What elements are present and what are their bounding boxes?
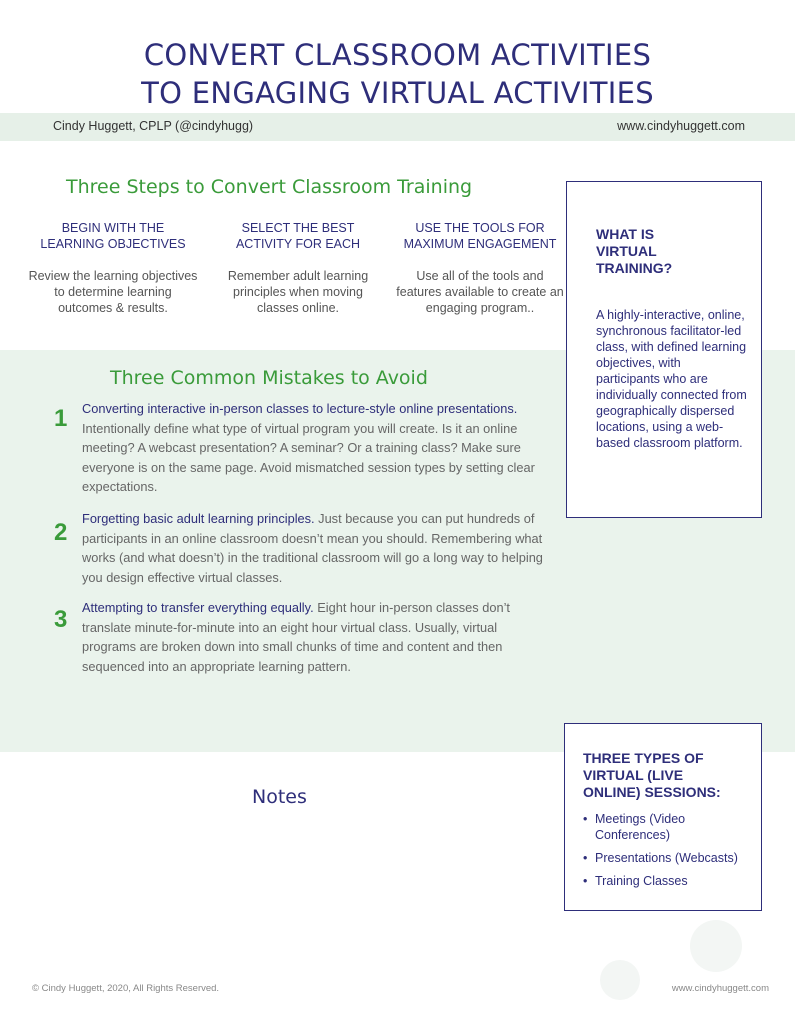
page-title-line: CONVERT CLASSROOM ACTIVITIES [143,38,652,72]
session-types-heading-line: VIRTUAL (LIVE [583,767,684,783]
step-1 [27,220,199,316]
decorative-dot [600,960,640,1000]
mistake-item-3 [82,598,552,676]
step-2 [212,220,384,316]
session-types-heading-line: ONLINE) SESSIONS: [583,784,721,800]
mistake-body: Just because you can put hundreds of participants in an online classroom doesn’t mean you should. Remembering what works (and what doesn’t) in the traditional classroom will go a long way to helping you design effective virtual classes. [82,511,543,585]
step-heading [27,220,199,252]
mistake-number: 2 [54,519,68,546]
step-heading-line: ACTIVITY FOR EACH [235,237,361,251]
list-item: • Presentations (Webcasts) [583,850,751,866]
footer-copyright: © Cindy Huggett, 2020, All Rights Reserved. [32,983,220,994]
virtual-training-heading-line: WHAT IS [596,226,655,242]
mistake-number: 1 [54,405,68,432]
session-types-box [564,723,762,911]
author-name: Cindy Huggett, CPLP (@cindyhugg) [53,119,254,133]
decorative-dot [690,920,742,972]
step-heading-line: BEGIN WITH THE [61,221,165,235]
step-body: Use all of the tools and features available to create an engaging program.. [396,269,564,315]
list-item: • Training Classes [583,873,751,889]
mistake-number: 3 [54,606,68,633]
page-title-line: TO ENGAGING VIRTUAL ACTIVITIES [141,76,654,110]
virtual-training-heading-line: TRAINING? [596,260,673,276]
mistake-body: Eight hour in-person classes don’t translate minute-for-minute into an eight hour virtual class. Usually, virtual programs are broken down into small chunks of time and content and then sequenced into an appropriate learning pattern. [82,600,510,674]
page-title [0,36,795,112]
mistakes-heading: Three Common Mistakes to Avoid [110,367,428,389]
mistake-lead: Attempting to transfer everything equally. [82,600,314,615]
mistake-item-2 [82,509,552,587]
step-heading-line: SELECT THE BEST [241,221,355,235]
step-heading [212,220,384,252]
step-body: Review the learning objectives to determine learning outcomes & results. [28,269,198,315]
website-link[interactable]: www.cindyhuggett.com [617,119,745,133]
mistake-body: Intentionally define what type of virtual program you will create. Is it an online meeting? A webcast presentation? A seminar? Or a training class? Make sure everyone is on the same page. Avoid mismatched session types by setting clear expectations. [82,420,535,494]
virtual-training-definition: A highly-interactive, online, synchronous facilitator-led class, with defined learning objectives, with participants who are individually connected from geographically dispersed locations, using a web-based classroom platform. [596,308,747,450]
step-heading [394,220,566,252]
virtual-training-heading-line: VIRTUAL [596,243,657,259]
byline-bar [0,113,795,141]
step-3 [394,220,566,316]
session-types-list [583,811,751,889]
mistake-lead: Forgetting basic adult learning principles. [82,511,315,526]
virtual-training-box [566,181,762,518]
step-body: Remember adult learning principles when moving classes online. [227,269,369,315]
step-heading-line: MAXIMUM ENGAGEMENT [403,237,557,251]
footer-website[interactable]: www.cindyhuggett.com [671,983,769,994]
mistake-item-1 [82,399,552,497]
session-types-heading-line: THREE TYPES OF [583,750,704,766]
session-types-heading [583,750,751,801]
step-heading-line: USE THE TOOLS FOR [415,221,545,235]
mistake-lead: Converting interactive in-person classes to lecture-style online presentations. [82,401,518,416]
virtual-training-heading [596,226,747,277]
notes-heading: Notes [252,786,307,808]
list-item: • Meetings (Video Conferences) [583,811,751,843]
steps-heading: Three Steps to Convert Classroom Training [66,176,473,198]
step-heading-line: LEARNING OBJECTIVES [40,237,186,251]
